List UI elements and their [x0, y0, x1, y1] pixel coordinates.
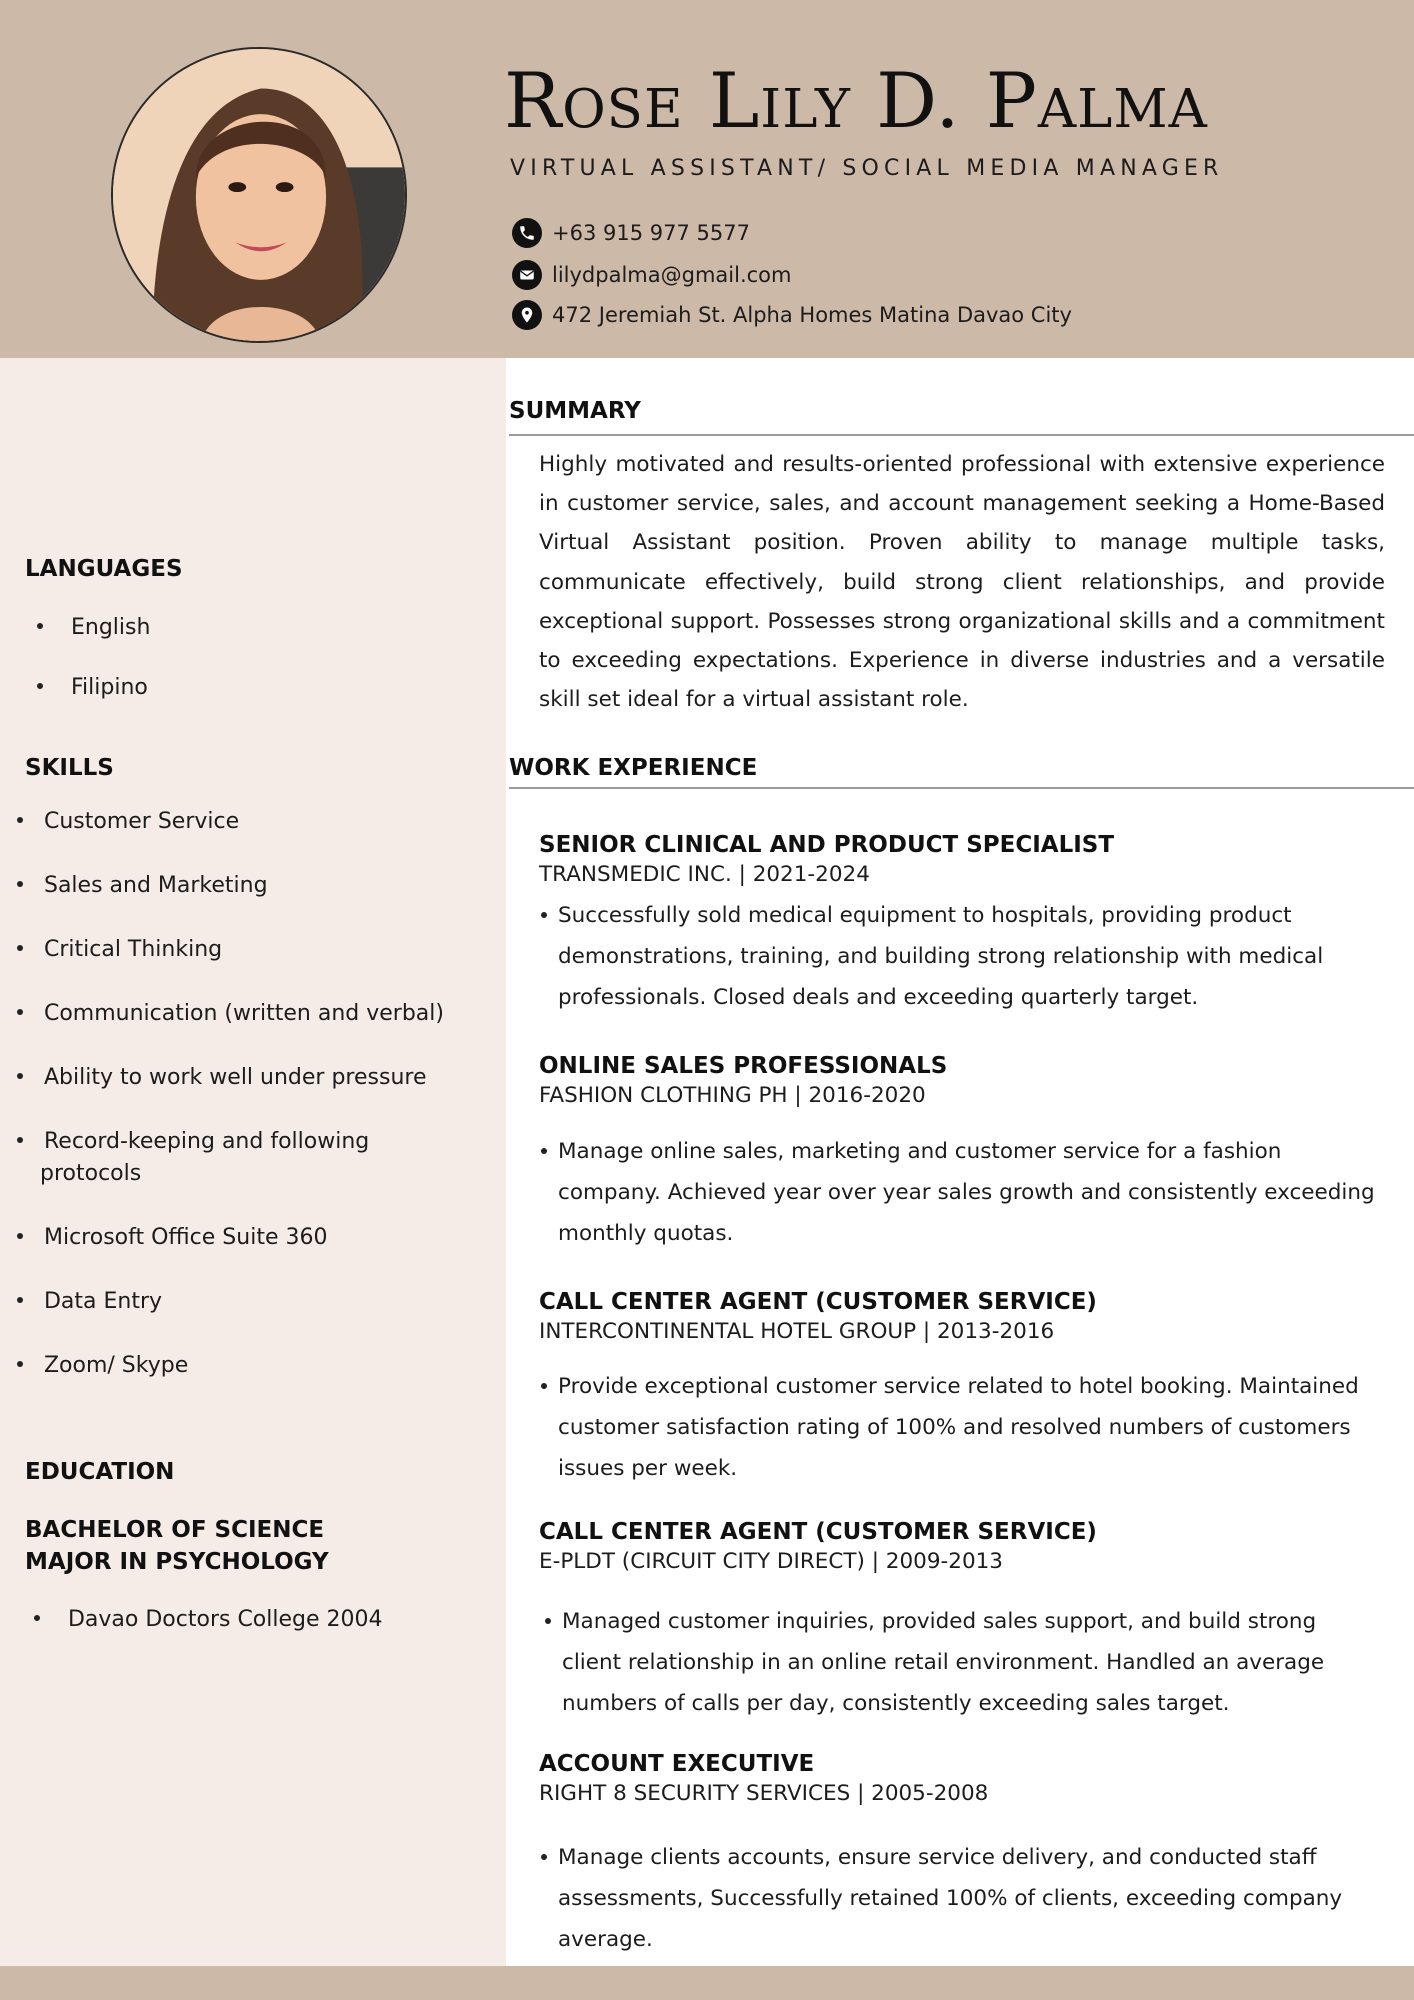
skill-item: Zoom/ Skype — [17, 1350, 188, 1382]
contact-phone — [512, 218, 750, 248]
summary-text: Highly motivated and results-oriented professional with extensive experience in customer service, sales, and account management seeking a Home-Based Virtual Assistant position. Proven ability to manage multiple tasks, communicate effectively, build strong client relationships, and provide exceptional support. Possesses strong organizational skills and a commitment to exceeding expectations. Experience in diverse industries and a versatile skill set ideal for a virtual assistant role. — [539, 452, 1385, 713]
bullet-icon — [17, 817, 23, 823]
job-title: ACCOUNT EXECUTIVE — [539, 1751, 815, 1777]
job-description: Manage clients accounts, ensure service delivery, and conducted staff assessments, Successfully retained 100% of clients, exceeding company average. — [558, 1837, 1378, 1960]
profile-photo — [111, 47, 407, 343]
skill-item: Customer Service — [17, 806, 239, 838]
job-description: Successfully sold medical equipment to hospitals, providing product demonstrations, training, and building strong relationship with medical professionals. Closed deals and exceeding quarterly target. — [558, 895, 1378, 1018]
bullet-icon — [541, 1854, 547, 1860]
bullet-icon — [17, 945, 23, 951]
bullet-icon — [17, 1361, 23, 1367]
skills-heading: SKILLS — [25, 755, 114, 781]
skill-item: Communication (written and verbal) — [17, 998, 444, 1030]
bullet-icon — [17, 1233, 23, 1239]
skill-item: Ability to work well under pressure — [17, 1062, 426, 1094]
education-heading: EDUCATION — [25, 1459, 175, 1485]
skill-item: Data Entry — [17, 1286, 162, 1318]
job-company: RIGHT 8 SECURITY SERVICES | 2005-2008 — [539, 1781, 989, 1806]
candidate-role: VIRTUAL ASSISTANT/ SOCIAL MEDIA MANAGER — [510, 156, 1224, 181]
bullet-icon — [545, 1618, 551, 1624]
skill-item: Record-keeping and following — [17, 1126, 369, 1158]
bullet-icon — [37, 623, 43, 629]
bullet-icon — [17, 1009, 23, 1015]
location-pin-icon — [512, 300, 542, 330]
job-description: Provide exceptional customer service related to hotel booking. Maintained customer satisfaction rating of 100% and resolved numbers of customers issues per week. — [558, 1366, 1378, 1489]
bullet-icon — [541, 1148, 547, 1154]
school-item: Davao Doctors College 2004 — [34, 1604, 383, 1636]
contact-email — [512, 260, 791, 290]
work-experience-heading: WORK EXPERIENCE — [509, 755, 758, 781]
language-item: Filipino — [37, 672, 148, 704]
job-title: ONLINE SALES PROFESSIONALS — [539, 1053, 948, 1079]
degree-line-1: BACHELOR OF SCIENCE — [25, 1517, 325, 1543]
job-company: INTERCONTINENTAL HOTEL GROUP | 2013-2016 — [539, 1319, 1055, 1344]
summary-heading: SUMMARY — [509, 398, 641, 424]
languages-heading: LANGUAGES — [25, 556, 183, 582]
bullet-icon — [541, 912, 547, 918]
skill-item: Critical Thinking — [17, 934, 222, 966]
mail-icon — [512, 260, 542, 290]
postal-address: 472 Jeremiah St. Alpha Homes Matina Davao City — [552, 303, 1072, 327]
bullet-icon — [17, 1073, 23, 1079]
work-experience-divider — [509, 787, 1414, 789]
job-title: SENIOR CLINICAL AND PRODUCT SPECIALIST — [539, 832, 1115, 858]
job-description: Managed customer inquiries, provided sales support, and build strong client relationship in an online retail environment. Handled an average numbers of calls per day, consistently exceeding sales target. — [562, 1601, 1382, 1724]
skill-item: Microsoft Office Suite 360 — [17, 1222, 327, 1254]
job-description: Manage online sales, marketing and customer service for a fashion company. Achieved year over year sales growth and consistently exceeding monthly quotas. — [558, 1131, 1378, 1254]
profile-photo-illustration — [113, 49, 405, 341]
job-title: CALL CENTER AGENT (CUSTOMER SERVICE) — [539, 1289, 1097, 1315]
bullet-icon — [541, 1383, 547, 1389]
job-title: CALL CENTER AGENT (CUSTOMER SERVICE) — [539, 1519, 1097, 1545]
phone-number[interactable]: +63 915 977 5577 — [552, 221, 750, 245]
bullet-icon — [17, 1297, 23, 1303]
bullet-icon — [37, 683, 43, 689]
job-company: FASHION CLOTHING PH | 2016-2020 — [539, 1083, 926, 1108]
footer-band — [0, 1966, 1414, 2000]
candidate-name: Rose Lily D. Palma — [504, 56, 1208, 145]
summary-divider — [509, 434, 1414, 436]
skill-item: Sales and Marketing — [17, 870, 268, 902]
degree-line-2: MAJOR IN PSYCHOLOGY — [25, 1549, 329, 1575]
language-item: English — [37, 612, 150, 644]
email-address[interactable]: lilydpalma@gmail.com — [552, 263, 792, 287]
bullet-icon — [34, 1615, 40, 1621]
job-company: TRANSMEDIC INC. | 2021-2024 — [539, 862, 870, 887]
contact-address — [512, 300, 1072, 330]
bullet-icon — [17, 881, 23, 887]
job-company: E-PLDT (CIRCUIT CITY DIRECT) | 2009-2013 — [539, 1549, 1003, 1574]
skill-item-continuation: protocols — [40, 1161, 142, 1186]
bullet-icon — [17, 1137, 23, 1143]
phone-icon — [512, 218, 542, 248]
